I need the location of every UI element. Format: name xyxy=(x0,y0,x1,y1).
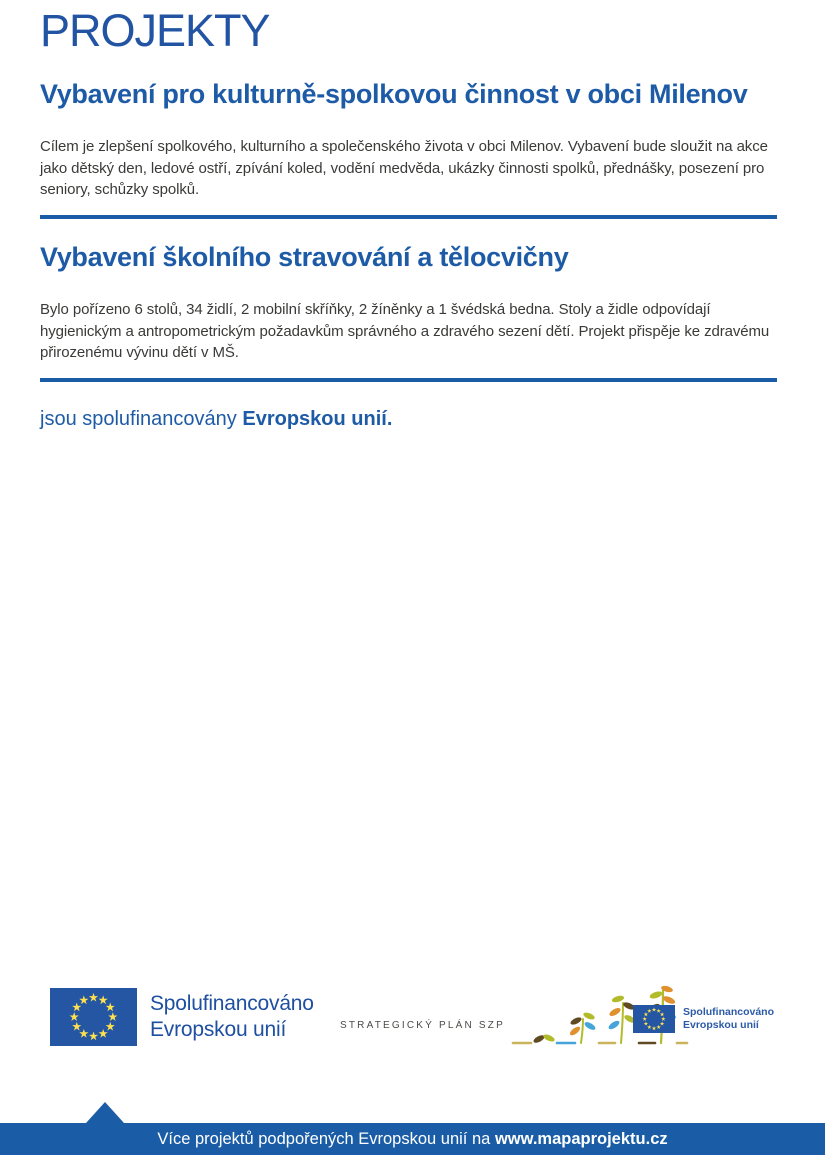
eu-cofinanced-logo-small xyxy=(633,1005,774,1033)
footer-link[interactable]: www.mapaprojektu.cz xyxy=(494,1129,668,1148)
project-1-title: Vybavení pro kulturně-spolkovou činnost v obci Milenov xyxy=(40,79,748,110)
eu-cofinanced-line2: Evropskou unií xyxy=(150,1018,287,1041)
eu-flag-icon xyxy=(633,1005,675,1033)
eu-cofinanced-small-line1: Spolufinancováno xyxy=(683,1006,775,1018)
page-title: PROJEKTY xyxy=(40,5,270,56)
eu-cofinanced-logo-large xyxy=(50,988,314,1046)
main-content xyxy=(0,0,825,431)
project-section-2 xyxy=(40,242,785,382)
eu-cofinanced-text-small xyxy=(683,1006,774,1032)
cofinance-prefix: jsou spolufinancovány xyxy=(40,408,237,431)
project-2-description: Bylo pořízeno 6 stolů, 34 židlí, 2 mobilní skříňky, 2 žíněnky a 1 švédská bedna. Stoly a židle odpovídají hygienickým a antropometrickým požadavkům správného a zdravého sezení dětí. Projekt přispěje ke zdravému přirozenému vývinu dětí v MŠ. xyxy=(40,301,770,361)
cofinance-bold: Evropskou unií. xyxy=(242,408,393,431)
footer-bar xyxy=(0,1123,825,1155)
footer-text: Více projektů podpořených Evropskou unií na xyxy=(157,1129,491,1148)
section-divider xyxy=(40,215,777,219)
eu-cofinanced-small-line2: Evropskou unií xyxy=(683,1019,759,1031)
project-1-description: Cílem je zlepšení spolkového, kulturního a společenského života v obci Milenov. Vybavení bude sloužit na akce jako dětský den, ledové ostří, zpívání koled, vodění medvěda, ukázky činnosti spolků, přednášky, posezení pro seniory, schůzky spolků. xyxy=(40,138,768,198)
cofinance-statement xyxy=(40,408,785,431)
eu-cofinanced-line1: Spolufinancováno xyxy=(150,992,314,1015)
eu-cofinanced-text xyxy=(150,991,314,1043)
footer-arrow-icon xyxy=(86,1102,124,1123)
project-2-title: Vybavení školního stravování a tělocvičny xyxy=(40,242,569,273)
logo-strip xyxy=(0,985,825,1055)
project-section-1 xyxy=(40,79,785,219)
section-divider xyxy=(40,378,777,382)
eu-flag-icon xyxy=(50,988,137,1046)
szp-label: STRATEGICKÝ PLÁN SZP xyxy=(340,1020,505,1031)
